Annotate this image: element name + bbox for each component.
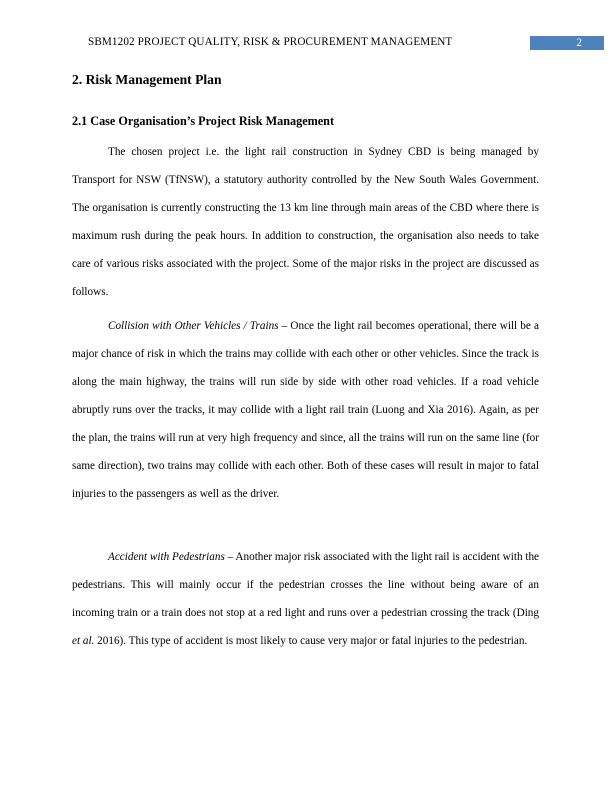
pedestrian-risk-title: Accident with Pedestrians [108,551,225,563]
pedestrian-risk-body-2: 2016). This type of accident is most likely to cause very major or fatal injuries to the pedestrian. [94,635,528,647]
page-number-badge [530,36,604,50]
collision-risk-title: Collision with Other Vehicles / Trains [108,320,279,332]
collision-paragraph [72,312,539,508]
pedestrian-paragraph [72,543,539,655]
subsection-heading: 2.1 Case Organisation’s Project Risk Management [72,114,335,128]
pedestrian-risk-body-1: – Another major risk associated with the light rail is accident with the pedestrians. This will mainly occur if the pedestrian crosses the line without being aware of an incoming train or a train does not stop at a red light and runs over a pedestrian crossing the track (Ding [72,551,540,619]
page-number: 2 [576,37,582,49]
running-header: SBM1202 PROJECT QUALITY, RISK & PROCUREMENT MANAGEMENT [88,36,453,48]
section-heading: 2. Risk Management Plan [72,72,222,87]
citation-et-al: et al. [72,635,95,647]
intro-paragraph: The chosen project i.e. the light rail construction in Sydney CBD is being managed by Transport for NSW (TfNSW), a statutory authority controlled by the New South Wales Government. The organisation is currently constructing the 13 km line through main areas of the CBD where there is maximum rush during the peak hours. In addition to construction, the organisation also needs to take care of various risks associated with the project. Some of the major risks in the project are discussed as follows. [72,146,539,298]
collision-risk-body: – Once the light rail becomes operational, there will be a major chance of risk in which the trains may collide with each other or other vehicles. Since the track is along the main highway, the trains will run side by side with other road vehicles. If a road vehicle abruptly runs over the tracks, it may collide with a light rail train (Luong and Xia 2016). Again, as per the plan, the trains will run at very high frequency and since, all the trains will run on the same line (for same direction), two trains may collide with each other. Both of these cases will result in major to fatal injuries to the passengers as well as the driver. [72,320,539,500]
